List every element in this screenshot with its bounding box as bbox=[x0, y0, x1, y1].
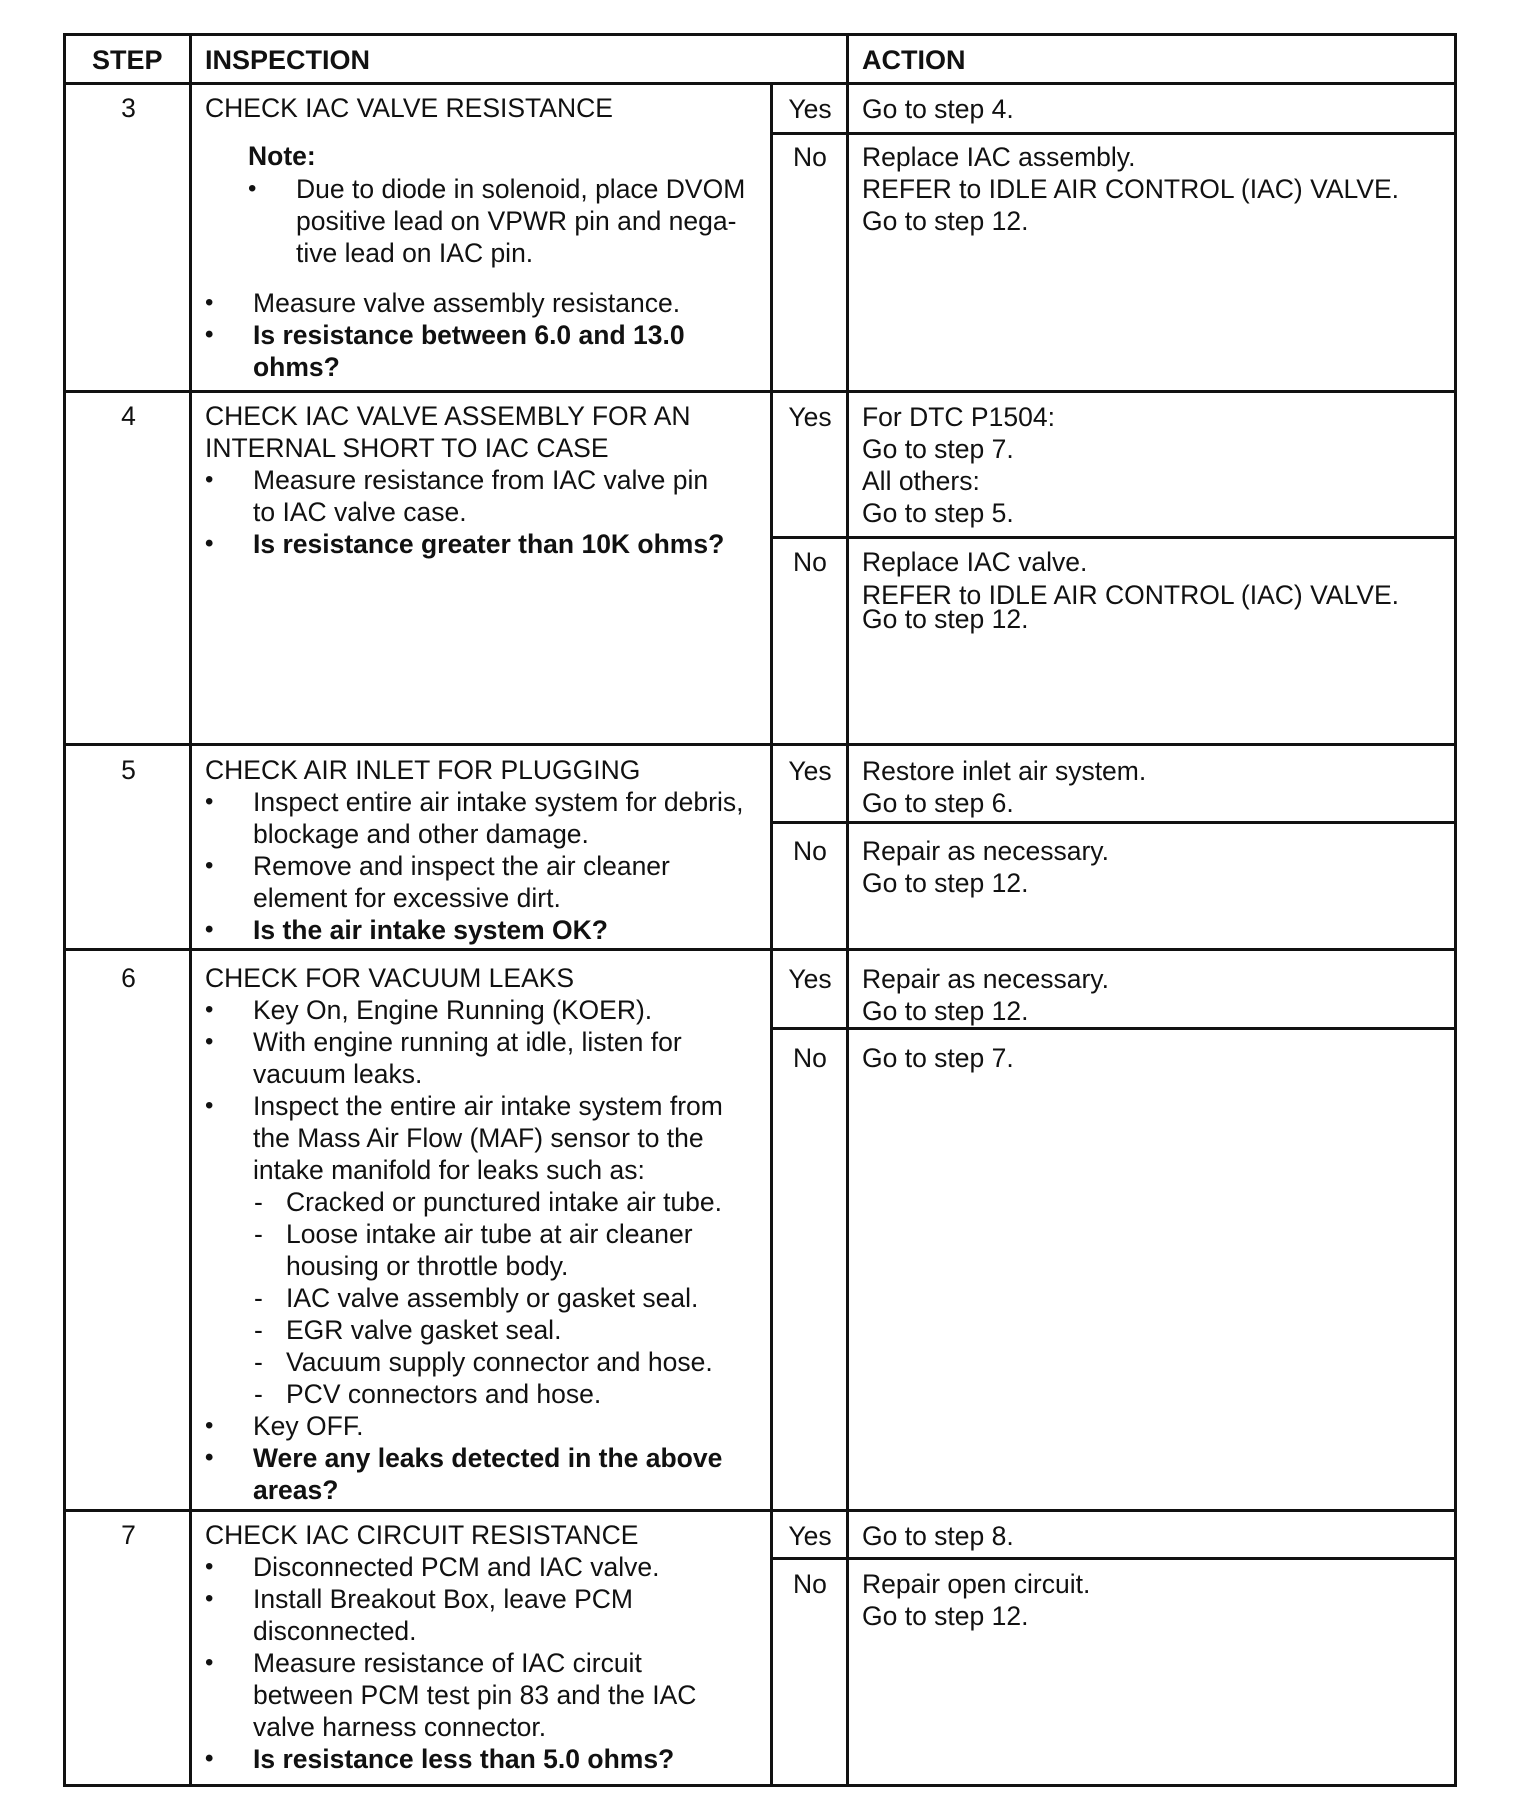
action-line: Repair as necessary. bbox=[862, 964, 1109, 994]
leak-line: - Loose intake air tube at air cleaner bbox=[286, 1219, 693, 1249]
step-title: CHECK AIR INLET FOR PLUGGING bbox=[205, 755, 641, 785]
question-line: • Is the air intake system OK? bbox=[253, 915, 608, 945]
inspection-bullet bbox=[253, 994, 652, 1026]
note-line: tive lead on IAC pin. bbox=[296, 238, 534, 268]
step-title: CHECK IAC CIRCUIT RESISTANCE bbox=[205, 1520, 639, 1550]
inspection-question bbox=[253, 1743, 674, 1775]
row-divider-4-5 bbox=[63, 743, 1457, 746]
inspection-bullet bbox=[253, 1551, 660, 1583]
no-action bbox=[862, 1042, 1014, 1074]
inspection-bullet bbox=[253, 1647, 696, 1743]
no-label: No bbox=[793, 142, 827, 172]
leak-line: - Cracked or punctured intake air tube. bbox=[286, 1187, 723, 1217]
inspection-question bbox=[253, 1442, 722, 1506]
row-divider-6-yesno bbox=[770, 1027, 1457, 1030]
leak-item bbox=[286, 1186, 722, 1218]
inspection-line: valve harness connector. bbox=[253, 1712, 547, 1742]
inspection-line: vacuum leaks. bbox=[253, 1059, 423, 1089]
action-line: Go to step 8. bbox=[862, 1521, 1014, 1551]
step-number: 7 bbox=[121, 1520, 136, 1550]
inspection-line: • Key On, Engine Running (KOER). bbox=[253, 995, 653, 1025]
inspection-bullet bbox=[253, 464, 708, 528]
row-divider-3-4 bbox=[63, 390, 1457, 393]
question-line: • Is resistance between 6.0 and 13.0 bbox=[253, 320, 685, 350]
inspection-question bbox=[253, 319, 685, 383]
leak-line: housing or throttle body. bbox=[286, 1251, 569, 1281]
leak-line: - EGR valve gasket seal. bbox=[286, 1315, 562, 1345]
inspection-line: to IAC valve case. bbox=[253, 497, 467, 527]
step-number: 6 bbox=[121, 963, 136, 993]
action-line: Repair open circuit. bbox=[862, 1569, 1091, 1599]
leak-line: - Vacuum supply connector and hose. bbox=[286, 1347, 713, 1377]
yes-action bbox=[862, 401, 1055, 529]
header-inspection: INSPECTION bbox=[205, 45, 371, 75]
leak-line: - PCV connectors and hose. bbox=[286, 1379, 602, 1409]
yes-label: Yes bbox=[788, 964, 832, 994]
note-line: • Due to diode in solenoid, place DVOM bbox=[296, 174, 746, 204]
inspection-question bbox=[253, 914, 608, 946]
inspection-line: disconnected. bbox=[253, 1616, 417, 1646]
no-label: No bbox=[793, 836, 827, 866]
row-divider-4-yesno bbox=[770, 536, 1457, 539]
inspection-line: between PCM test pin 83 and the IAC bbox=[253, 1680, 697, 1710]
step-number: 3 bbox=[121, 93, 136, 123]
no-action bbox=[862, 141, 1399, 237]
action-line: For DTC P1504: bbox=[862, 402, 1055, 432]
action-line: All others: bbox=[862, 466, 980, 496]
no-label: No bbox=[793, 1043, 827, 1073]
inspection-line: • Install Breakout Box, leave PCM bbox=[253, 1584, 634, 1614]
yes-action bbox=[862, 755, 1146, 819]
note-line: positive lead on VPWR pin and nega- bbox=[296, 206, 737, 236]
inspection-line: • Disconnected PCM and IAC valve. bbox=[253, 1552, 660, 1582]
step-title bbox=[205, 400, 691, 464]
inspection-bullet bbox=[253, 1026, 682, 1090]
row-divider-5-6 bbox=[63, 948, 1457, 951]
yes-label: Yes bbox=[788, 756, 832, 786]
action-line: Go to step 7. bbox=[862, 1043, 1014, 1073]
inspection-line: blockage and other damage. bbox=[253, 819, 589, 849]
row-divider-7-yesno bbox=[770, 1557, 1457, 1560]
step-title: CHECK IAC VALVE RESISTANCE bbox=[205, 93, 613, 123]
inspection-line: • Key OFF. bbox=[253, 1411, 364, 1441]
yes-action bbox=[862, 963, 1109, 1027]
yes-label: Yes bbox=[788, 94, 832, 124]
leak-item bbox=[286, 1378, 601, 1410]
leak-item bbox=[286, 1282, 698, 1314]
leak-item bbox=[286, 1314, 561, 1346]
inspection-line: • With engine running at idle, listen for bbox=[253, 1027, 682, 1057]
row-divider-3-yesno bbox=[770, 132, 1457, 135]
leak-item bbox=[286, 1218, 693, 1282]
action-line: Go to step 12. bbox=[862, 996, 1029, 1026]
note-bullet bbox=[296, 173, 745, 269]
action-line: REFER to IDLE AIR CONTROL (IAC) VALVE. bbox=[862, 174, 1399, 204]
question-line: • Were any leaks detected in the above bbox=[253, 1443, 723, 1473]
action-line: Replace IAC assembly. bbox=[862, 142, 1136, 172]
inspection-line: the Mass Air Flow (MAF) sensor to the bbox=[253, 1123, 704, 1153]
step-number: 4 bbox=[121, 401, 136, 431]
inspection-line: • Measure resistance from IAC valve pin bbox=[253, 465, 709, 495]
leak-item bbox=[286, 1346, 713, 1378]
note-label: Note: bbox=[248, 141, 316, 171]
step-title: CHECK FOR VACUUM LEAKS bbox=[205, 963, 575, 993]
yes-action: Go to step 4. bbox=[862, 94, 1014, 124]
no-action bbox=[862, 835, 1109, 899]
no-action bbox=[862, 1568, 1090, 1632]
inspection-line: intake manifold for leaks such as: bbox=[253, 1155, 645, 1185]
inspection-bullet bbox=[253, 287, 680, 319]
inspection-bullet bbox=[253, 1583, 633, 1647]
no-action bbox=[862, 546, 1399, 635]
inspection-line: • Remove and inspect the air cleaner bbox=[253, 851, 670, 881]
question-line: areas? bbox=[253, 1475, 339, 1505]
action-line: Go to step 12. bbox=[862, 1601, 1029, 1631]
yes-label: Yes bbox=[788, 1521, 832, 1551]
row-divider-5-yesno bbox=[770, 821, 1457, 824]
inspection-line: • Inspect entire air intake system for debris, bbox=[253, 787, 744, 817]
action-line: Repair as necessary. bbox=[862, 836, 1109, 866]
step-number: 5 bbox=[121, 755, 136, 785]
title-line: CHECK IAC VALVE ASSEMBLY FOR AN bbox=[205, 401, 691, 431]
question-line: • Is resistance less than 5.0 ohms? bbox=[253, 1744, 675, 1774]
inspection-line: • Measure valve assembly resistance. bbox=[253, 288, 681, 318]
header-action: ACTION bbox=[862, 45, 966, 75]
action-line: Go to step 12. bbox=[862, 604, 1029, 634]
leak-line: - IAC valve assembly or gasket seal. bbox=[286, 1283, 699, 1313]
header-divider bbox=[63, 82, 1457, 85]
action-line: Go to step 5. bbox=[862, 498, 1014, 528]
action-line: REFER to IDLE AIR CONTROL (IAC) VALVE. bbox=[862, 580, 1399, 610]
question-line: ohms? bbox=[253, 352, 340, 382]
action-line: Go to step 7. bbox=[862, 434, 1014, 464]
no-label: No bbox=[793, 1569, 827, 1599]
yes-label: Yes bbox=[788, 402, 832, 432]
inspection-line: element for excessive dirt. bbox=[253, 883, 561, 913]
inspection-bullet bbox=[253, 1410, 363, 1442]
inspection-question bbox=[253, 528, 724, 560]
inspection-bullet bbox=[253, 786, 743, 850]
header-step: STEP bbox=[92, 45, 163, 75]
row-divider-6-7 bbox=[63, 1509, 1457, 1512]
title-line: INTERNAL SHORT TO IAC CASE bbox=[205, 433, 609, 463]
inspection-line: • Inspect the entire air intake system from bbox=[253, 1091, 723, 1121]
action-line: Go to step 12. bbox=[862, 206, 1029, 236]
action-line: Go to step 12. bbox=[862, 868, 1029, 898]
inspection-bullet bbox=[253, 850, 670, 914]
question-line: • Is resistance greater than 10K ohms? bbox=[253, 529, 725, 559]
no-label: No bbox=[793, 547, 827, 577]
action-line: Restore inlet air system. bbox=[862, 756, 1147, 786]
inspection-line: • Measure resistance of IAC circuit bbox=[253, 1648, 642, 1678]
yes-action bbox=[862, 1520, 1014, 1552]
action-line: Go to step 6. bbox=[862, 788, 1014, 818]
action-line: Replace IAC valve. bbox=[862, 547, 1088, 577]
inspection-bullet bbox=[253, 1090, 723, 1186]
